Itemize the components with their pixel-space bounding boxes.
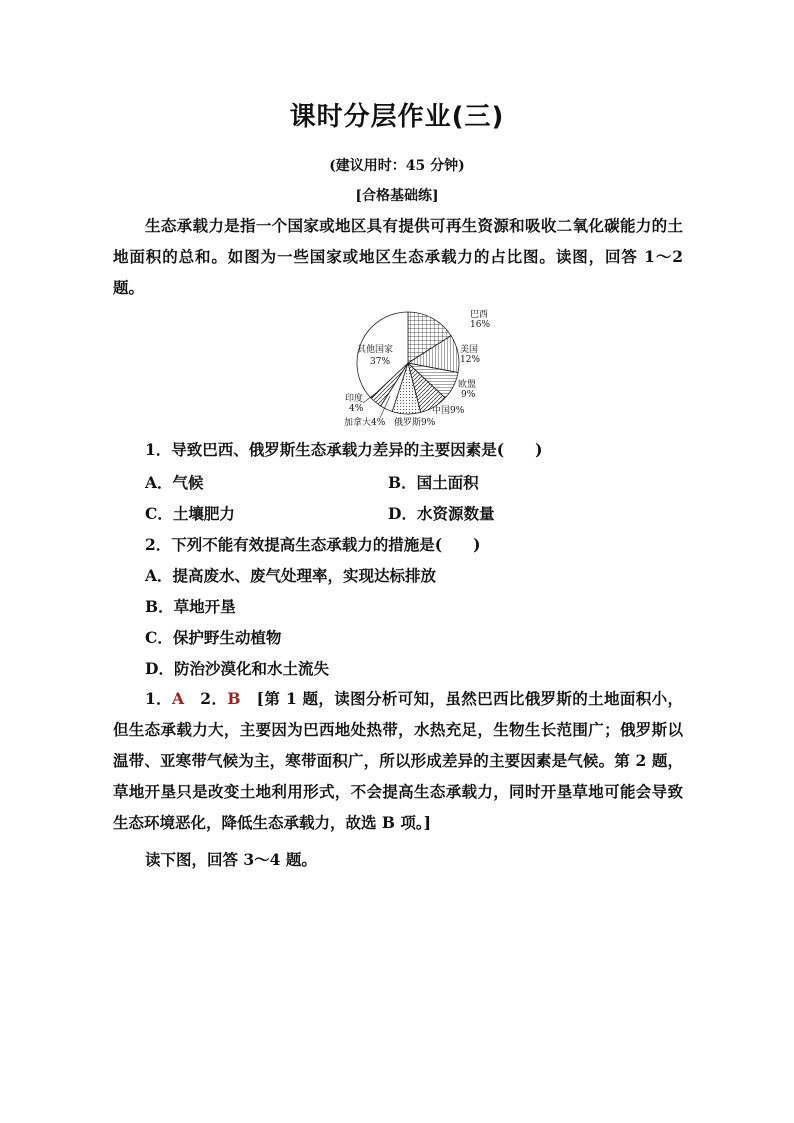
- q1-option-a: A．气候: [145, 473, 204, 492]
- label-usa-pct: 12%: [460, 355, 481, 365]
- answer-explanation: [第 1 题，读图分析可知，虽然巴西比俄罗斯的土地面积小，但生态承载力大，主要因为巴西地处热带，水热充足，生物生长范围广；俄罗斯以温带、亚寒带气候为主，寒带面积广，所以形成差异的主要因素是气候。第 2 题，草地开垦只是改变土地利用形式，不会提高生态承载力，同时开垦草地可能会导致生态环境恶化，降低生态承载力，故选 B 项。]: [113, 689, 683, 832]
- answer-1: A: [172, 689, 185, 708]
- q2-option-d: D．防治沙漠化和水土流失: [145, 659, 329, 678]
- label-india-name: 印度: [345, 394, 364, 404]
- time-note: (建议用时：45 分钟): [329, 158, 465, 174]
- label-usa-name: 美国: [460, 345, 479, 355]
- label-india-pct: 4%: [349, 404, 364, 414]
- pie-chart: [330, 300, 510, 430]
- label-others-name: 其他国家: [357, 345, 394, 355]
- page-title: 课时分层作业(三): [289, 102, 505, 132]
- q1-stem: 1．导致巴西、俄罗斯生态承载力差异的主要因素是( ): [145, 440, 543, 459]
- answer-number-2: 2．: [184, 689, 228, 708]
- answer-2: B: [227, 689, 241, 708]
- q1-option-c: C．土壤肥力: [145, 504, 235, 523]
- q2-stem: 2．下列不能有效提高生态承载力的措施是( ): [145, 535, 481, 554]
- label-eu-name: 欧盟: [458, 380, 477, 390]
- q1-option-b: B．国土面积: [388, 473, 479, 492]
- label-brazil-name: 巴西: [470, 310, 489, 320]
- label-brazil-pct: 16%: [470, 320, 491, 330]
- answer-paragraph: [113, 683, 683, 838]
- label-eu-pct: 9%: [461, 390, 476, 400]
- intro-paragraph: 生态承载力是指一个国家或地区具有提供可再生资源和吸收二氧化碳能力的土地面积的总和。如图为一些国家或地区生态承载力的占比图。读图，回答 1～2 题。: [113, 216, 683, 297]
- label-others-pct: 37%: [370, 357, 391, 367]
- answer-number-1: 1．: [145, 689, 173, 708]
- section-heading: [合格基础练]: [355, 188, 439, 204]
- label-china: 中国9%: [432, 406, 465, 416]
- label-russia: 俄罗斯9%: [394, 418, 436, 428]
- next-prompt: 读下图，回答 3～4 题。: [145, 850, 317, 869]
- q2-option-b: B．草地开垦: [145, 597, 236, 616]
- q2-option-a: A．提高废水、废气处理率，实现达标排放: [145, 566, 437, 585]
- label-canada: 加拿大4%: [344, 418, 386, 428]
- q2-option-c: C．保护野生动植物: [145, 628, 282, 647]
- q1-option-d: D．水资源数量: [388, 504, 495, 523]
